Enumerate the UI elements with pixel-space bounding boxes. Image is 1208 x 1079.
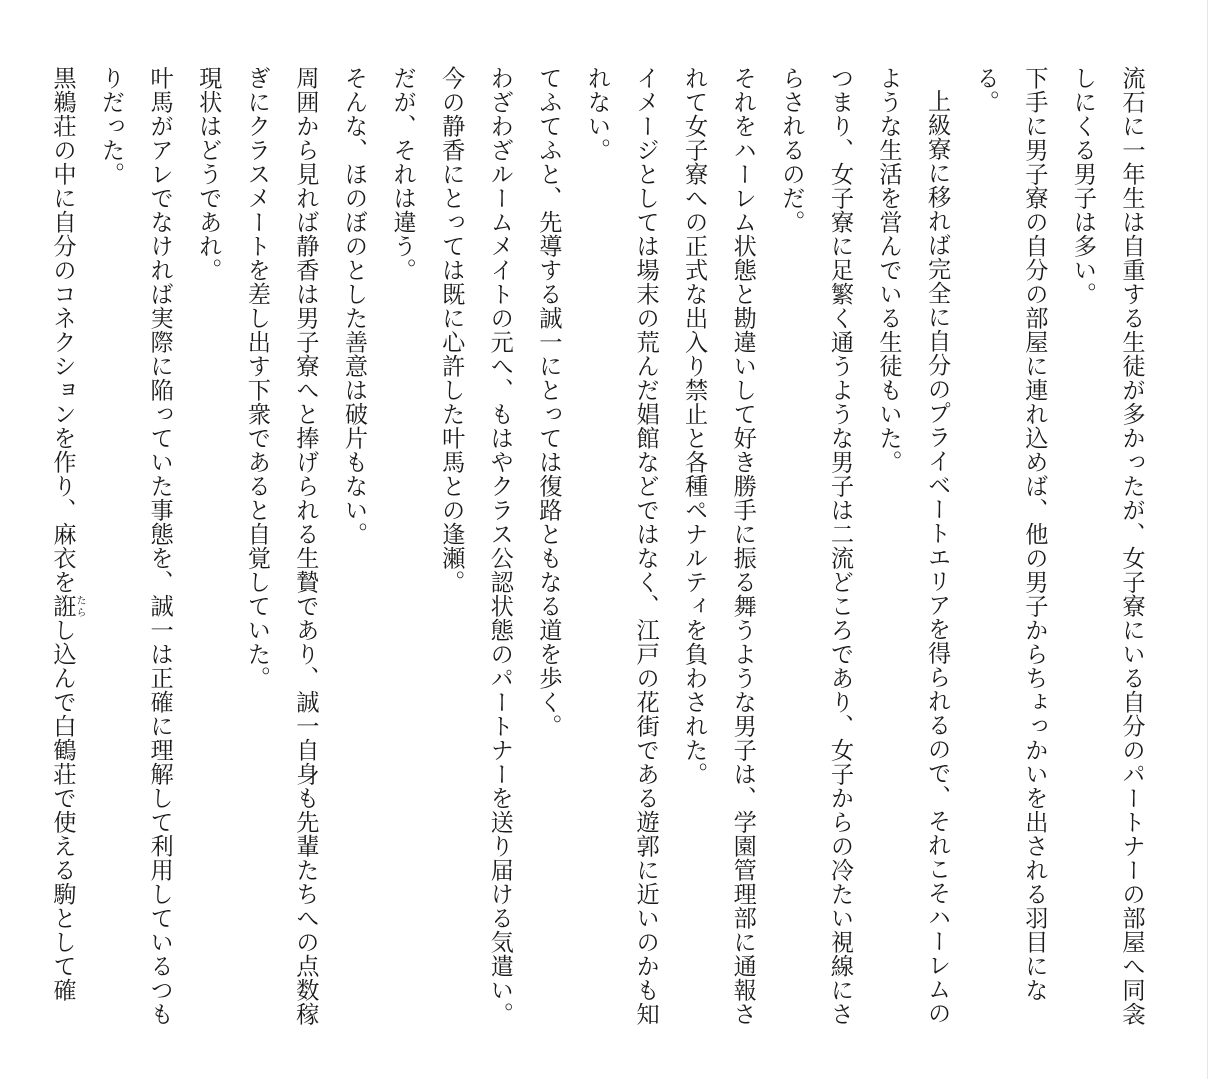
paragraph: 叶馬がアレでなければ実際に陥っていた事態を、誠一は正確に理解して利用しているつもりだった。	[97, 66, 174, 1026]
last-paragraph-before: 黒鵜荘の中に自分のコネクションを作り、麻衣を	[48, 66, 76, 594]
paragraph: 上級寮に移れば完全に自分のプライベートエリアを得られるので、それこそハーレムのような生活を営んでいる生徒もいた。	[875, 66, 951, 1026]
paragraph: それをハーレム状態と勘違いして好き勝手に振る舞うような男子は、学園管理部に通報されて女子寮への正式な出入り禁止と各種ペナルティを負わされた。	[680, 66, 757, 1026]
paragraph: 下手に男子寮の自分の部屋に連れ込めば、他の男子からちょっかいを出される羽目になる。	[972, 66, 1048, 1002]
last-paragraph-after: し込んで白鶴荘で使える駒として確	[48, 618, 76, 1002]
paragraph: 現状はどうであれ。	[194, 66, 222, 282]
ruby-word	[48, 594, 85, 618]
paragraph: つまり、女子寮に足繁く通うような男子は二流どころであり、女子からの冷たい視線にさらされるのだ。	[777, 66, 854, 1026]
paragraph: 周囲から見れば静香は男子寮へと捧げられる生贄であり、誠一自身も先輩たちへの点数稼ぎにクラスメートを差し出す下衆であると自覚していた。	[243, 66, 319, 1026]
paragraph: だが、それは違う。	[389, 66, 417, 282]
ruby-reading: たら	[73, 594, 85, 618]
paragraph: 今の静香にとっては既に心許した叶馬との逢瀬。	[437, 66, 465, 594]
paragraph: 流石に一年生は自重する生徒が多かったが、女子寮にいる自分のパートナーの部屋へ同衾しにくる男子は多い。	[1069, 66, 1145, 1026]
paragraph: てふてふと、先導する誠一にとっては復路ともなる道を歩く。	[534, 66, 562, 738]
ruby-base: 誑	[48, 594, 76, 618]
paragraph: そんな、ほのぼのとした善意は破片もない。	[340, 66, 368, 546]
vertical-text-body	[37, 66, 1155, 1046]
paragraph: イメージとしては場末の荒んだ娼館などではなく、江戸の花街である遊郭に近いのかも知れない。	[583, 66, 660, 1026]
paragraph: わざわざルームメイトの元へ、もはやクラス公認状態のパートナーを送り届ける気遣い。	[486, 66, 514, 1026]
paragraph-last	[37, 66, 86, 1046]
